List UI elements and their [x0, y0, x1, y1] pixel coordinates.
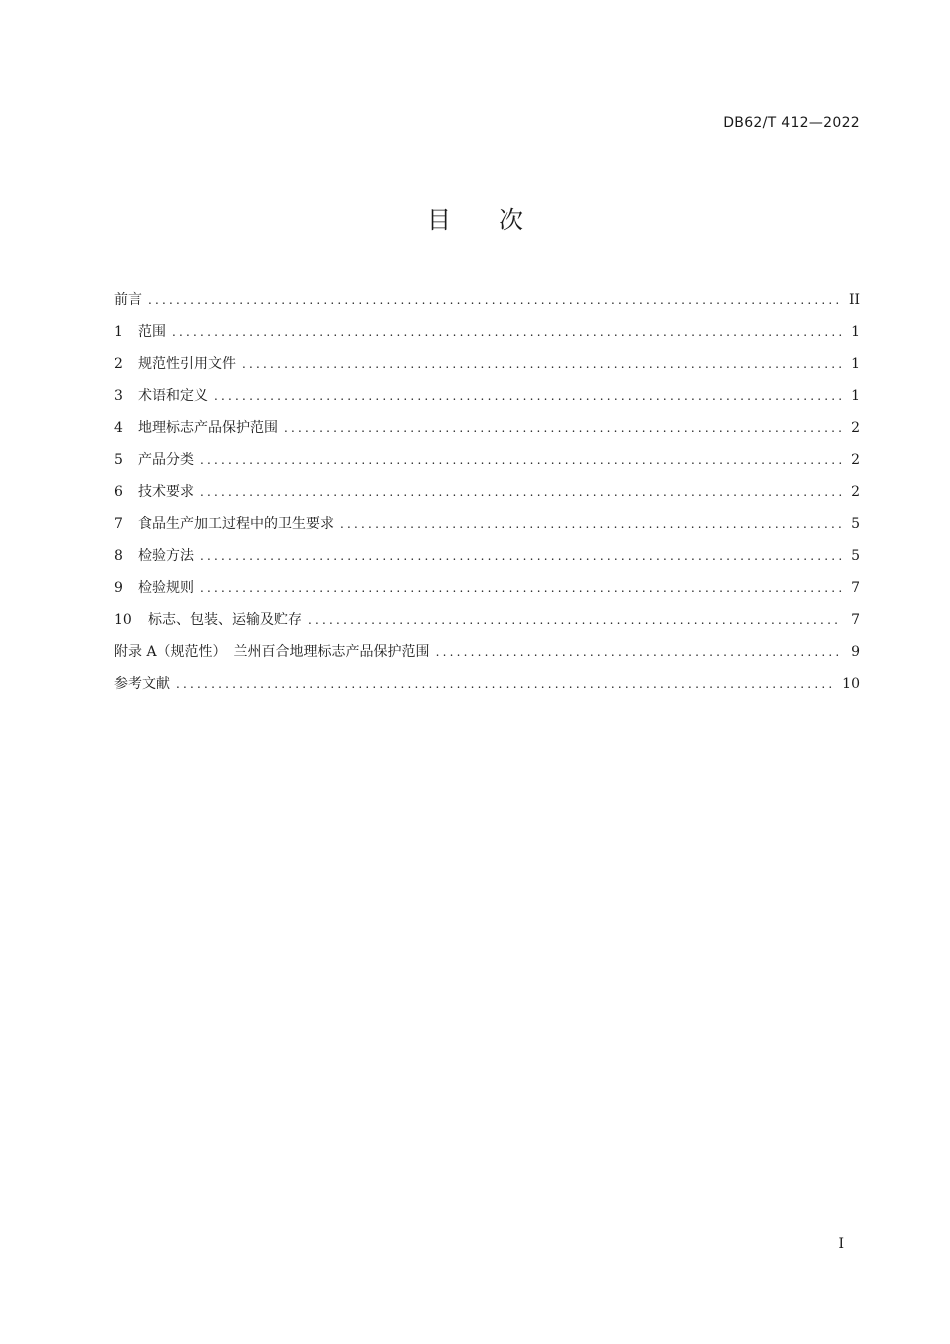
leader-dots	[284, 416, 842, 440]
toc-label: 食品生产加工过程中的卫生要求	[138, 516, 334, 532]
toc-entry-6[interactable]	[114, 480, 860, 512]
toc-page-number: 2	[851, 484, 860, 500]
toc-entry-bibliography[interactable]	[114, 672, 860, 704]
toc-page-number: 10	[842, 676, 860, 692]
toc-section-number: 10	[114, 612, 132, 628]
toc-entry-4[interactable]	[114, 416, 860, 448]
title-char-1: 目	[427, 206, 451, 234]
toc-label: 术语和定义	[138, 388, 208, 404]
toc-entry-9[interactable]	[114, 576, 860, 608]
title-char-2: 次	[499, 206, 523, 234]
toc-label: 产品分类	[138, 452, 194, 468]
toc-section-number: 8	[114, 548, 123, 564]
toc-entry-1[interactable]	[114, 320, 860, 352]
toc-section-number: 4	[114, 420, 123, 436]
toc-section-number: 6	[114, 484, 123, 500]
toc-page-number: 7	[851, 580, 860, 596]
toc-label: 参考文献	[114, 676, 170, 692]
toc-label: 检验方法	[138, 548, 194, 564]
leader-dots	[340, 512, 842, 536]
leader-dots	[200, 544, 842, 568]
toc-page-number: 1	[851, 356, 860, 372]
toc-entry-3[interactable]	[114, 384, 860, 416]
leader-dots	[242, 352, 842, 376]
toc-entry-2[interactable]	[114, 352, 860, 384]
leader-dots	[176, 672, 836, 696]
table-of-contents	[114, 288, 860, 704]
toc-entry-appendix-a[interactable]	[114, 640, 860, 672]
leader-dots	[436, 640, 842, 664]
toc-section-number: 3	[114, 388, 123, 404]
toc-label: 规范性引用文件	[138, 356, 236, 372]
toc-page-number: 9	[851, 644, 860, 660]
toc-label: 技术要求	[138, 484, 194, 500]
toc-section-number: 9	[114, 580, 123, 596]
toc-section-number: 1	[114, 324, 123, 340]
page-title	[0, 200, 950, 235]
toc-page-number: 5	[851, 516, 860, 532]
toc-page-number: 2	[851, 452, 860, 468]
toc-page-number: 1	[851, 324, 860, 340]
toc-entry-5[interactable]	[114, 448, 860, 480]
toc-page-number: 1	[851, 388, 860, 404]
leader-dots	[308, 608, 842, 632]
toc-entry-7[interactable]	[114, 512, 860, 544]
toc-label: 标志、包装、运输及贮存	[148, 612, 302, 628]
toc-entry-10[interactable]	[114, 608, 860, 640]
toc-page-number: 2	[851, 420, 860, 436]
toc-section-number: 7	[114, 516, 123, 532]
toc-section-number: 5	[114, 452, 123, 468]
toc-entry-8[interactable]	[114, 544, 860, 576]
toc-label: 地理标志产品保护范围	[138, 420, 278, 436]
toc-label: 检验规则	[138, 580, 194, 596]
toc-section-number: 2	[114, 356, 123, 372]
toc-entry-foreword[interactable]	[114, 288, 860, 320]
leader-dots	[148, 288, 842, 312]
leader-dots	[200, 480, 842, 504]
page-number: I	[838, 1236, 844, 1252]
document-code: DB62/T 412—2022	[723, 115, 860, 131]
toc-label: 前言	[114, 292, 142, 308]
leader-dots	[200, 576, 842, 600]
leader-dots	[172, 320, 842, 344]
leader-dots	[214, 384, 842, 408]
leader-dots	[200, 448, 842, 472]
toc-page-number: 5	[851, 548, 860, 564]
toc-page-number: 7	[851, 612, 860, 628]
toc-page-number: II	[848, 292, 860, 308]
toc-label: 范围	[138, 324, 166, 340]
toc-label: 附录 A（规范性） 兰州百合地理标志产品保护范围	[114, 644, 430, 660]
